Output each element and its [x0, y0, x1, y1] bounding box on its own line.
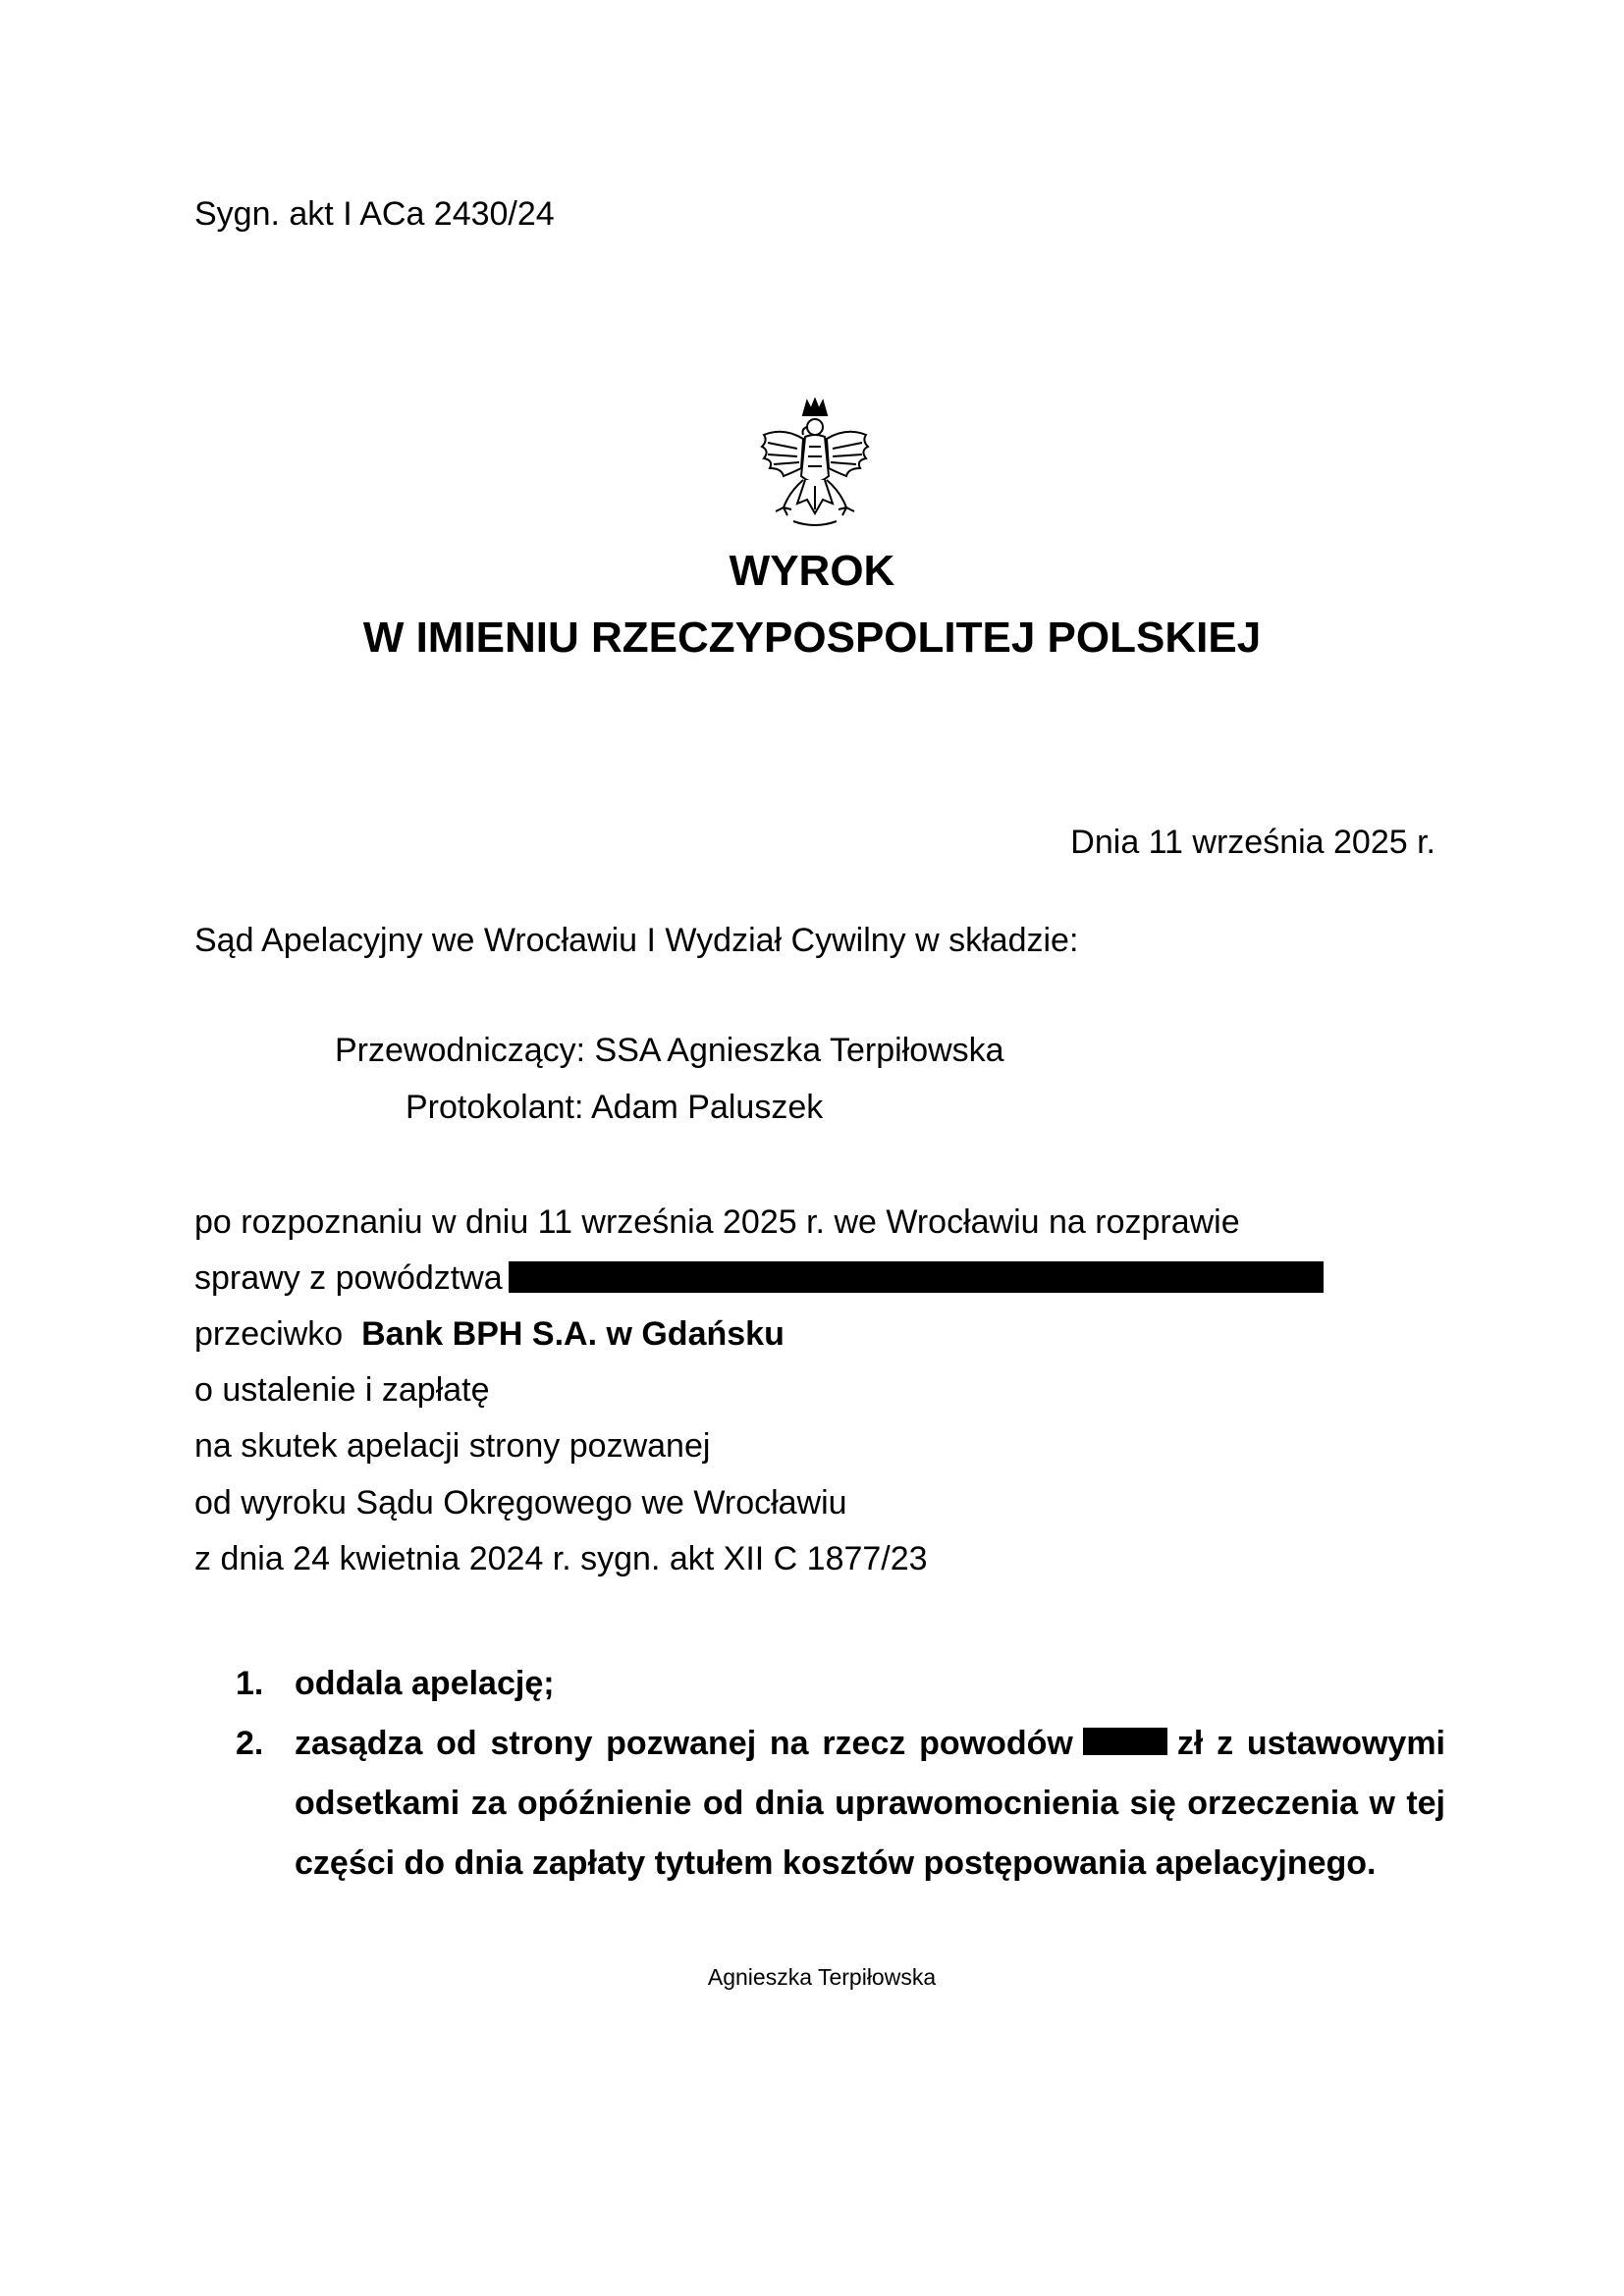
amount-redaction [1083, 1728, 1167, 1755]
defendant-name: Bank BPH S.A. w Gdańsku [361, 1315, 785, 1353]
court-composition-line: Sąd Apelacyjny we Wrocławiu I Wydział Cywilny w składzie: [194, 922, 1079, 959]
signature-name: Agnieszka Terpiłowska [707, 1964, 937, 1990]
verdict-text-before: zasądza od strony pozwanej na rzecz powodów [295, 1725, 1073, 1762]
plaintiff-line [194, 1258, 1324, 1298]
defendant-prefix: przeciwko [194, 1315, 344, 1353]
judgment-date: Dnia 11 września 2025 r. [1070, 824, 1435, 861]
lower-judgment-line: z dnia 24 kwietnia 2024 r. sygn. akt XII C 1877/23 [194, 1540, 928, 1577]
hearing-line: po rozpoznaniu w dniu 11 września 2025 r. we Wrocławiu na rozprawie [194, 1203, 1240, 1241]
verdict-list [236, 1654, 1445, 1894]
case-number: Sygn. akt I ACa 2430/24 [194, 195, 555, 233]
verdict-text-after: zł z ustawowymi odsetkami za opóźnienie od dnia uprawomocnienia się orzeczenia w tej części do dnia zapłaty tytułem kosztów postępowania apelacyjnego. [295, 1725, 1445, 1882]
plaintiff-prefix: sprawy z powództwa [194, 1259, 503, 1297]
verdict-item [236, 1654, 1445, 1714]
verdict-item-text [295, 1714, 1445, 1894]
defendant-line [194, 1314, 785, 1354]
plaintiff-redaction [509, 1261, 1324, 1293]
verdict-item-text: oddala apelację; [295, 1665, 555, 1702]
document-title: WYROK [729, 547, 895, 595]
verdict-item-number: 2. [236, 1725, 264, 1762]
lower-court-line: od wyroku Sądu Okręgowego we Wrocławiu [194, 1484, 847, 1522]
appeal-line: na skutek apelacji strony pozwanej [194, 1427, 711, 1465]
signature [0, 1963, 1624, 1991]
claim-subject-line: o ustalenie i zapłatę [194, 1371, 490, 1409]
verdict-item-number: 1. [236, 1665, 264, 1702]
court-clerk: Protokolant: Adam Paluszek [406, 1089, 824, 1126]
verdict-item [236, 1714, 1445, 1894]
polish-eagle-emblem-icon [754, 398, 876, 533]
document-subtitle: W IMIENIU RZECZYPOSPOLITEJ POLSKIEJ [362, 614, 1262, 662]
presiding-judge: Przewodniczący: SSA Agnieszka Terpiłowska [335, 1032, 1004, 1069]
